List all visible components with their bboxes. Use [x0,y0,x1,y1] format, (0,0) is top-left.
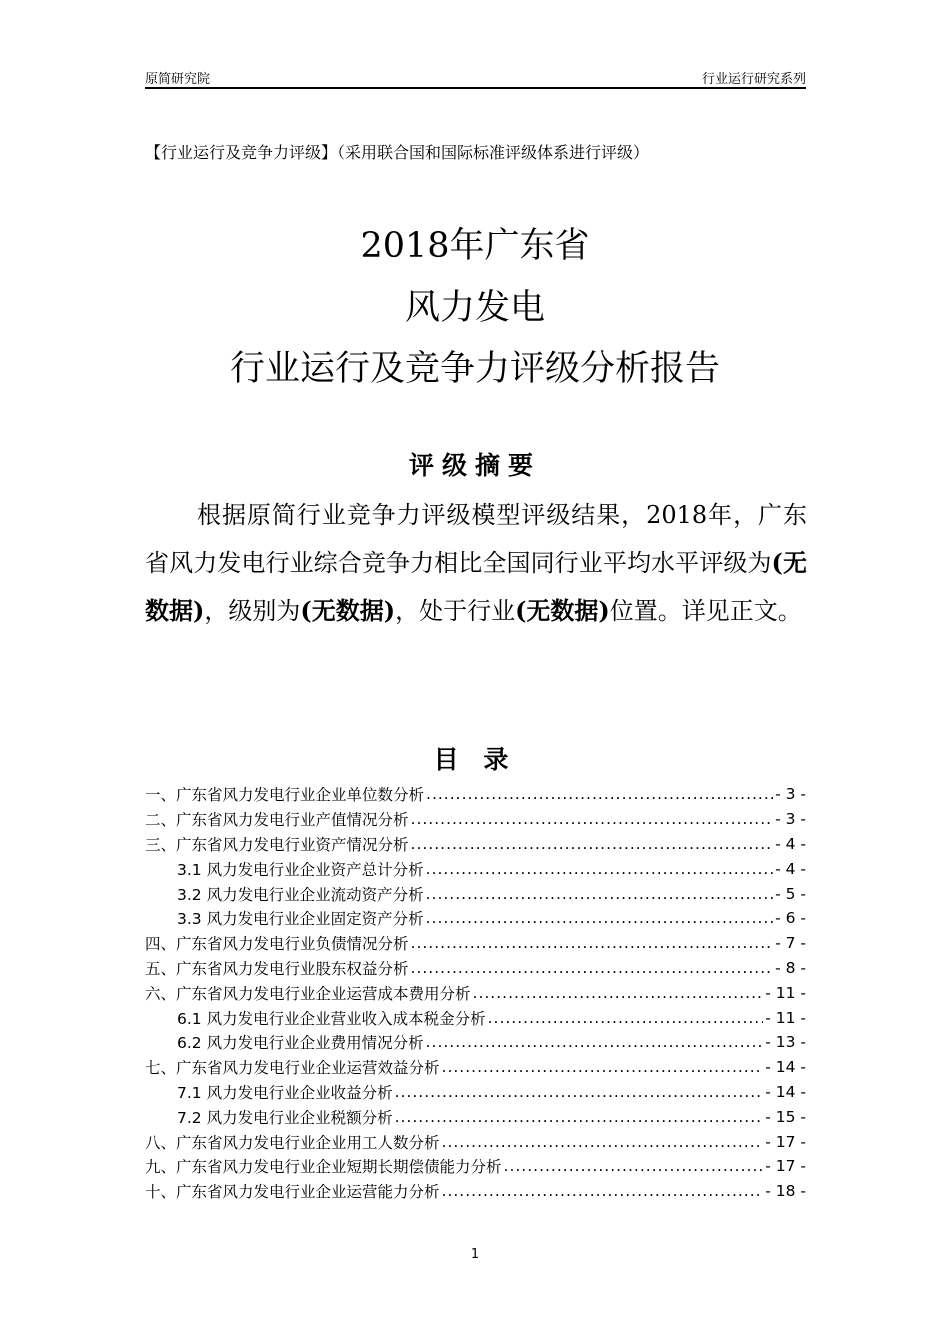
table-of-contents [145,782,806,1204]
toc-entry-label: 七、广东省风力发电行业企业运营效益分析 [145,1059,440,1078]
toc-entry[interactable] [145,1030,806,1055]
toc-leader [426,885,774,903]
toc-leader [473,984,764,1002]
toc-entry-page: - 13 - [765,1033,806,1052]
toc-leader [442,1182,764,1200]
toc-entry-page: - 8 - [775,958,806,977]
toc-leader [442,1058,764,1076]
toc-entry-page: - 5 - [775,884,806,903]
toc-entry-label: 十、广东省风力发电行业企业运营能力分析 [145,1183,440,1202]
toc-heading: 目 录 [433,745,517,774]
summary-text: 根据原简行业竞争力评级模型评级结果，2018年，广东省风力发电行业综合竞争力相比全国同行业平均水平评级为 [145,501,807,577]
toc-entry[interactable] [145,1055,806,1080]
page-number: 1 [470,1247,480,1262]
toc-entry[interactable] [145,807,806,832]
toc-entry[interactable] [145,782,806,807]
toc-entry[interactable] [145,1129,806,1154]
toc-entry-label: 五、广东省风力发电行业股东权益分析 [145,959,409,978]
toc-leader [442,1133,764,1151]
toc-entry-page: - 17 - [765,1157,806,1176]
toc-entry[interactable] [145,856,806,881]
summary-text: ，处于行业 [395,597,516,625]
toc-entry[interactable] [145,980,806,1005]
toc-entry-label: 3.3 风力发电行业企业固定资产分析 [177,910,424,929]
toc-entry-label: 7.1 风力发电行业企业收益分析 [177,1083,393,1102]
toc-entry[interactable] [145,931,806,956]
toc-entry-page: - 17 - [765,1132,806,1151]
toc-entry-label: 3.2 风力发电行业企业流动资产分析 [177,885,424,904]
toc-entry-label: 7.2 风力发电行业企业税额分析 [177,1108,393,1127]
page-header [145,68,806,89]
toc-entry-label: 二、广东省风力发电行业产值情况分析 [145,811,409,830]
toc-entry[interactable] [145,906,806,931]
position-value: (无数据) [515,596,610,625]
toc-entry-label: 一、广东省风力发电行业企业单位数分析 [145,786,425,805]
toc-entry-page: - 14 - [765,1058,806,1077]
rating-tagline: 【行业运行及竞争力评级】（采用联合国和国际标准评级体系进行评级） [145,143,650,162]
toc-entry-label: 三、广东省风力发电行业资产情况分析 [145,835,409,854]
toc-entry-page: - 4 - [775,834,806,853]
title-line-3: 行业运行及竞争力评级分析报告 [229,349,720,389]
toc-entry[interactable] [145,956,806,981]
toc-entry[interactable] [145,832,806,857]
toc-entry-label: 6.2 风力发电行业企业费用情况分析 [177,1034,424,1053]
toc-entry-label: 八、广东省风力发电行业企业用工人数分析 [145,1133,440,1152]
toc-leader [411,835,774,853]
toc-leader [411,959,774,977]
toc-leader [426,1033,764,1051]
toc-leader [395,1083,764,1101]
toc-entry-page: - 6 - [775,909,806,928]
toc-entry[interactable] [145,1154,806,1179]
toc-entry-page: - 15 - [765,1107,806,1126]
summary-text: ，级别为 [204,597,301,625]
title-line-2: 风力发电 [404,288,545,328]
summary-paragraph [145,492,807,635]
toc-entry[interactable] [145,1080,806,1105]
header-right: 行业运行研究系列 [701,72,806,87]
level-value: (无数据) [300,596,396,625]
toc-leader [426,860,774,878]
toc-leader [504,1157,764,1175]
toc-leader [426,909,774,927]
toc-entry-page: - 11 - [765,983,806,1002]
toc-leader [426,785,773,803]
toc-leader [411,810,774,828]
toc-entry-page: - 3 - [775,810,806,829]
toc-entry-label: 3.1 风力发电行业企业资产总计分析 [177,860,424,879]
toc-leader [488,1009,764,1027]
summary-text: 位置。详见正文。 [609,597,802,625]
toc-leader [395,1108,764,1126]
toc-leader [411,934,774,952]
toc-entry-page: - 11 - [765,1008,806,1027]
toc-entry-label: 六、广东省风力发电行业企业运营成本费用分析 [145,984,471,1003]
toc-entry-page: - 3 - [775,785,806,804]
toc-entry-label: 四、广东省风力发电行业负债情况分析 [145,935,409,954]
toc-entry-page: - 4 - [775,859,806,878]
toc-entry[interactable] [145,1104,806,1129]
toc-entry-label: 九、广东省风力发电行业企业短期长期偿债能力分析 [145,1158,502,1177]
summary-heading: 评级摘要 [408,451,541,480]
title-line-1: 2018年广东省 [360,226,590,266]
toc-entry-page: - 7 - [775,934,806,953]
toc-entry-label: 6.1 风力发电行业企业营业收入成本税金分析 [177,1009,486,1028]
toc-entry-page: - 18 - [765,1182,806,1201]
toc-entry[interactable] [145,1179,806,1204]
toc-entry-page: - 14 - [765,1082,806,1101]
header-left: 原简研究院 [145,72,211,87]
toc-entry[interactable] [145,881,806,906]
toc-entry[interactable] [145,1005,806,1030]
rating-value: (无数据) [145,548,808,625]
